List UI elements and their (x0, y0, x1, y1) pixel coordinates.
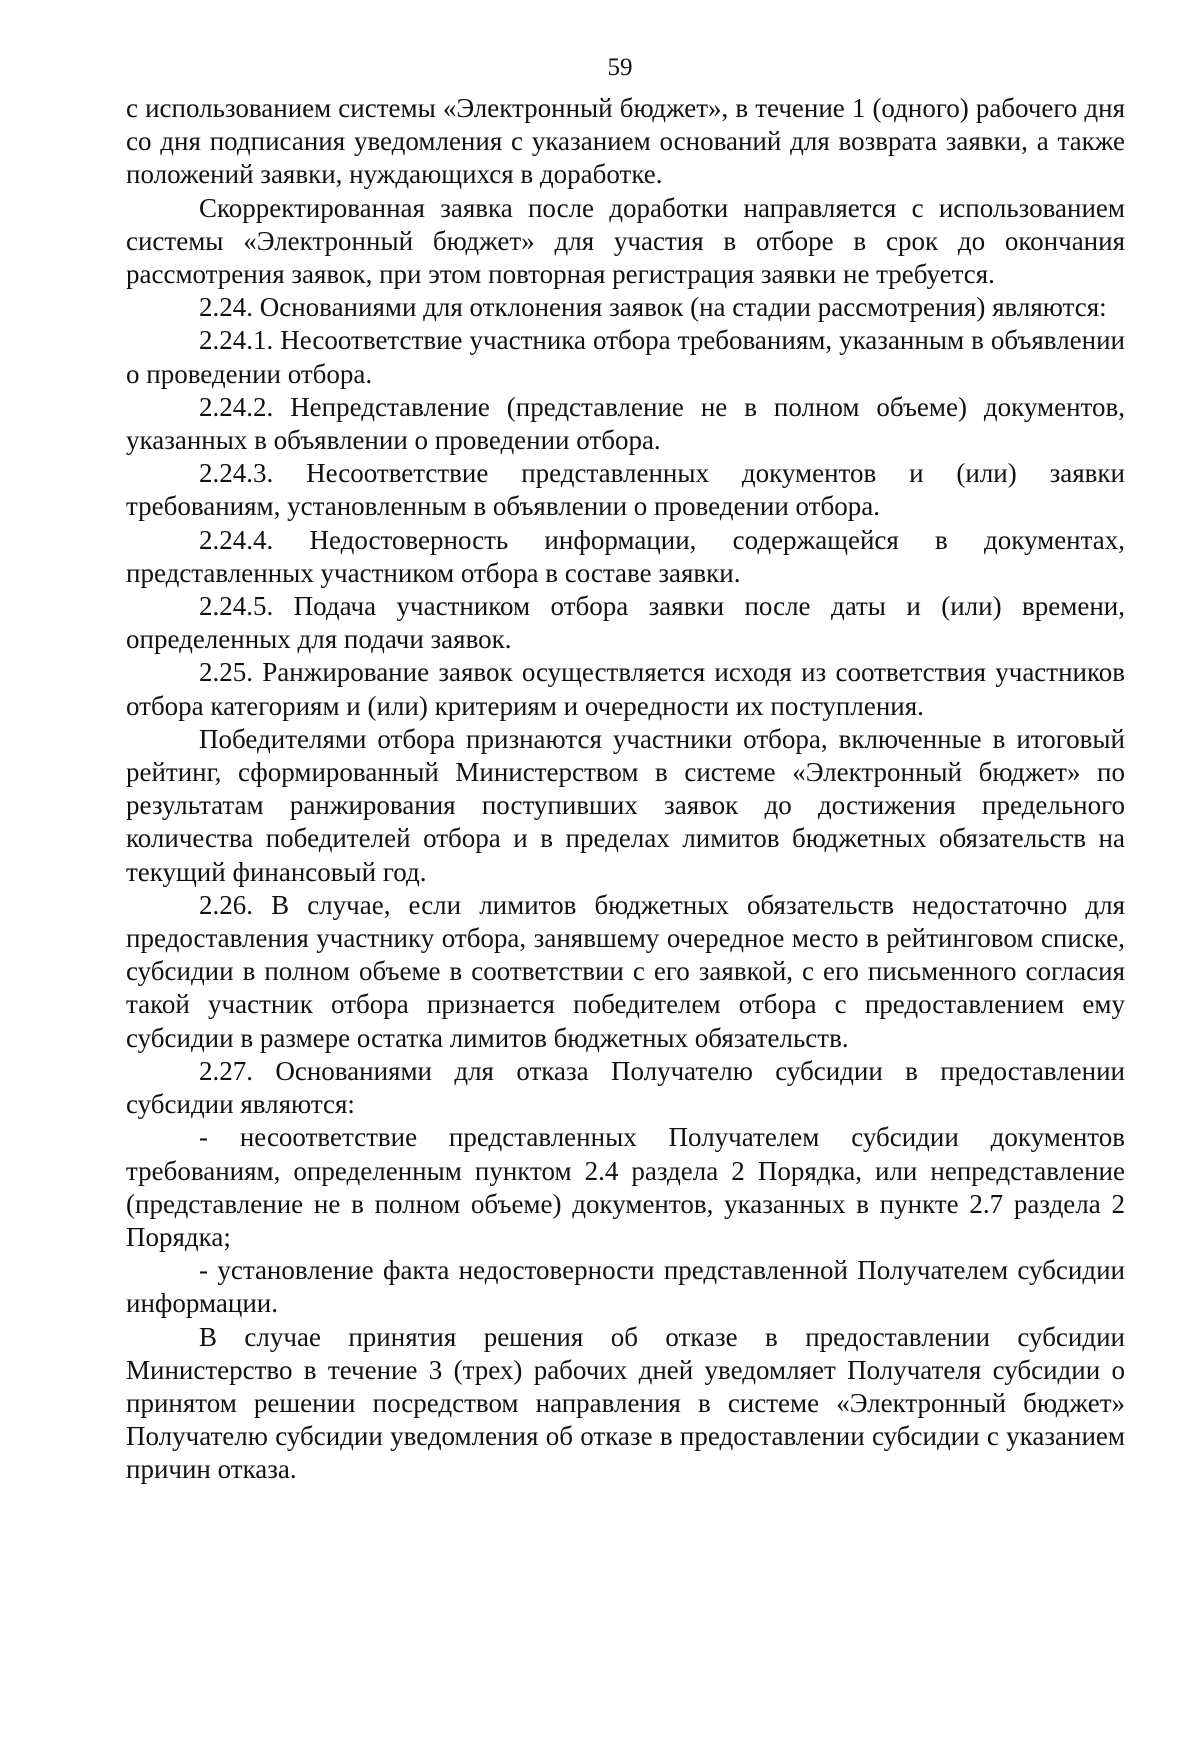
paragraph: 2.24. Основаниями для отклонения заявок (на стадии рассмотрения) являются: (199, 292, 1107, 323)
paragraph: 2.27. Основаниями для отказа Получателю субсидии в предоставлении субсидии являются: (126, 1055, 1125, 1120)
document-body (126, 92, 1125, 1487)
paragraph: 2.24.3. Несоответствие представленных документов и (или) заявки требованиям, установленным в объявлении о проведении отбора. (126, 458, 1125, 522)
paragraph: Победителями отбора признаются участники отбора, включенные в итоговый рейтинг, сформированный Министерством в системе «Электронный бюджет» по результатам ранжирования поступивших заявок до достижения предельного количества победителей отбора и в пределах лимитов бюджетных обязательств на текущий финансовый год. (126, 723, 1125, 887)
page-number: 59 (607, 54, 633, 81)
paragraph: 2.24.4. Недостоверность информации, содержащейся в документах, представленных участником отбора в составе заявки. (126, 524, 1125, 588)
paragraph: В случае принятия решения об отказе в предоставлении субсидии Министерство в течение 3 (трех) рабочих дней уведомляет Получателя субсидии о принятом решении посредством направления в системе «Электронный бюджет» Получателю субсидии уведомления об отказе в предоставлении субсидии с указанием причин отказа. (126, 1321, 1125, 1485)
paragraph: 2.24.5. Подача участником отбора заявки после даты и (или) времени, определенных для подачи заявок. (126, 591, 1125, 655)
paragraph: 2.24.1. Несоответствие участника отбора требованиям, указанным в объявлении о проведении отбора. (126, 325, 1125, 389)
paragraph: 2.24.2. Непредставление (представление не в полном объеме) документов, указанных в объявлении о проведении отбора. (126, 391, 1125, 456)
paragraph: 2.26. В случае, если лимитов бюджетных обязательств недостаточно для предоставления участнику отбора, занявшему очередное место в рейтинговом списке, субсидии в полном объеме в соответствии с его заявкой, с его письменного согласия такой участник отбора признается победителем отбора с предоставлением ему субсидии в размере остатка лимитов бюджетных обязательств. (126, 889, 1125, 1053)
paragraph: - несоответствие представленных Получателем субсидии документов требованиям, определенным пунктом 2.4 раздела 2 Порядка, или непредставление (представление не в полном объеме) документов, указанных в пункте 2.7 раздела 2 Порядка; (126, 1122, 1125, 1252)
paragraph: - установление факта недостоверности представленной Получателем субсидии информации. (126, 1255, 1125, 1319)
paragraph: с использованием системы «Электронный бюджет», в течение 1 (одного) рабочего дня со дня подписания уведомления с указанием оснований для возврата заявки, а также положений заявки, нуждающихся в доработке. (126, 93, 1125, 190)
paragraph: 2.25. Ранжирование заявок осуществляется исходя из соответствия участников отбора категориям и (или) критериям и очередности их поступления. (126, 657, 1125, 721)
paragraph: Скорректированная заявка после доработки направляется с использованием системы «Электронный бюджет» для участия в отборе в срок до окончания рассмотрения заявок, при этом повторная регистрация заявки не требуется. (126, 192, 1125, 290)
